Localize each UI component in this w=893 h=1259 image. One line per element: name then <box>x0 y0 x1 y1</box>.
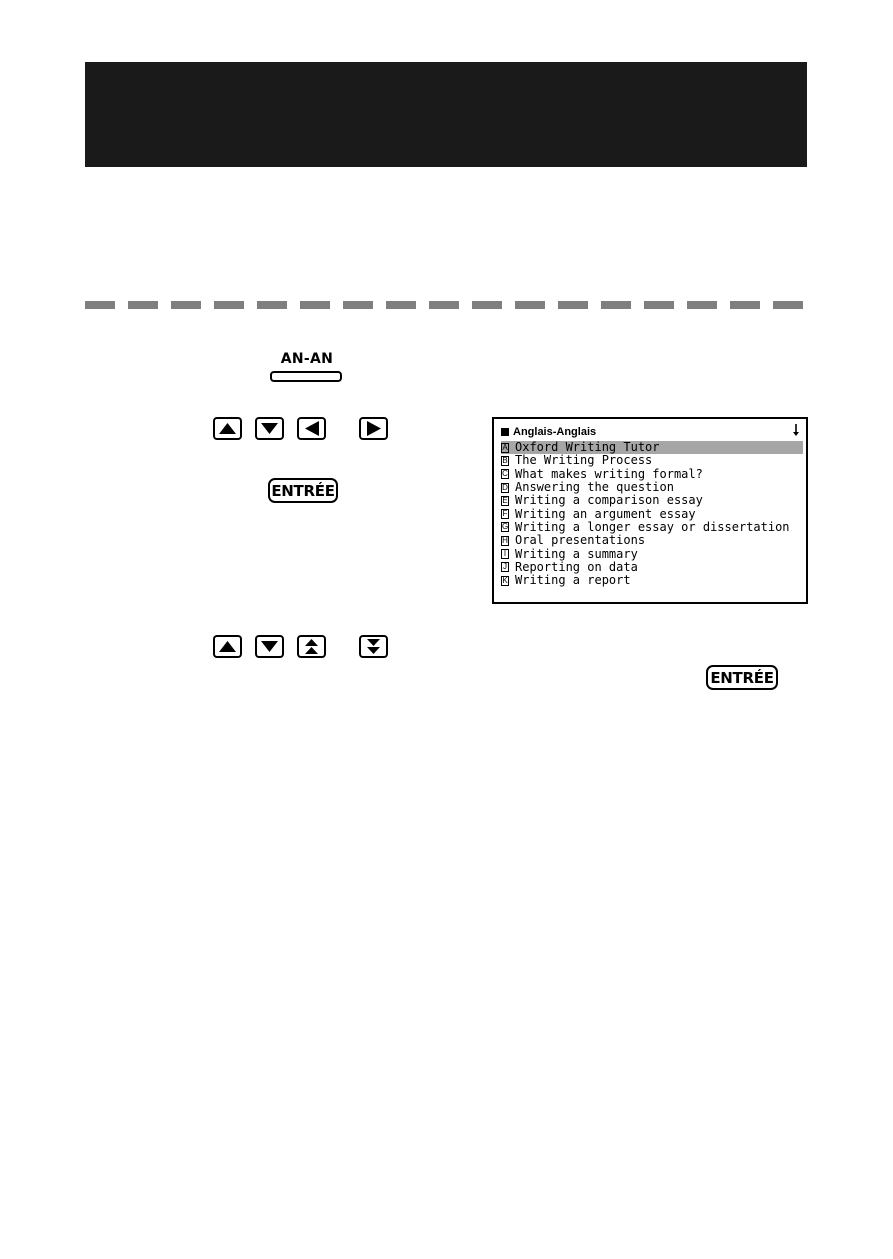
list-item-letter: F <box>502 509 508 519</box>
list-item-label: Oral presentations <box>515 533 646 548</box>
list-item[interactable] <box>501 521 803 534</box>
double-up-arrow-icon <box>299 637 324 656</box>
enter-key[interactable]: ENTRÉE <box>268 478 338 503</box>
dict-key-label: AN-AN <box>280 351 334 367</box>
list-item-label: Answering the question <box>515 480 674 495</box>
list-item[interactable] <box>501 561 803 574</box>
list-item[interactable] <box>501 494 803 507</box>
list-item[interactable] <box>501 454 803 467</box>
list-item-label: The Writing Process <box>515 453 653 468</box>
dict-key-button[interactable] <box>270 371 342 382</box>
scroll-down-icon <box>792 423 800 437</box>
screen-title-text: Anglais-Anglais <box>513 426 597 438</box>
up-arrow-icon <box>215 637 240 656</box>
enter-key-2[interactable]: ENTRÉE <box>706 665 778 690</box>
dashed-divider <box>85 301 807 309</box>
list-item-letter: B <box>502 455 508 465</box>
header-bar <box>85 62 807 167</box>
list-item-letter: I <box>501 549 509 559</box>
left-arrow-key[interactable] <box>297 417 326 440</box>
left-arrow-icon <box>299 419 324 438</box>
up-arrow-key-2[interactable] <box>213 635 242 658</box>
list-item-letter: K <box>502 575 508 585</box>
list-item-label: What makes writing formal? <box>515 466 703 481</box>
double-down-arrow-icon <box>361 637 386 656</box>
list-item-letter: G <box>502 522 509 532</box>
list-item-label: Reporting on data <box>515 559 638 574</box>
device-screen <box>492 417 808 604</box>
list-item-label: Oxford Writing Tutor <box>515 440 660 455</box>
down-arrow-icon <box>257 637 282 656</box>
list-item-letter: A <box>502 442 508 452</box>
list-item[interactable] <box>501 507 803 520</box>
list-item-label: Writing a longer essay or dissertation <box>515 519 790 534</box>
list-item-letter: D <box>502 482 508 492</box>
screen-title <box>501 426 596 438</box>
right-arrow-icon <box>361 419 386 438</box>
list-item-letter: E <box>502 495 508 505</box>
list-item-label: Writing a comparison essay <box>515 493 703 508</box>
page-down-key[interactable] <box>359 635 388 658</box>
list-item-label: Writing a report <box>515 573 631 588</box>
list-item-letter: H <box>502 535 508 545</box>
list-item[interactable] <box>501 481 803 494</box>
down-arrow-key[interactable] <box>255 417 284 440</box>
list-item-letter: C <box>502 469 508 479</box>
up-arrow-icon <box>215 419 240 438</box>
list-item-label: Writing a summary <box>515 546 638 561</box>
up-arrow-key[interactable] <box>213 417 242 440</box>
list-item-letter: J <box>503 562 507 572</box>
list-item[interactable] <box>501 441 803 454</box>
page-up-key[interactable] <box>297 635 326 658</box>
square-bullet-icon <box>501 428 509 436</box>
down-arrow-icon <box>257 419 282 438</box>
list-item[interactable] <box>501 574 803 587</box>
right-arrow-key[interactable] <box>359 417 388 440</box>
list-item-label: Writing an argument essay <box>515 506 696 521</box>
menu-list <box>501 441 803 587</box>
list-item[interactable] <box>501 534 803 547</box>
list-item[interactable] <box>501 468 803 481</box>
down-arrow-key-2[interactable] <box>255 635 284 658</box>
list-item[interactable] <box>501 547 803 560</box>
